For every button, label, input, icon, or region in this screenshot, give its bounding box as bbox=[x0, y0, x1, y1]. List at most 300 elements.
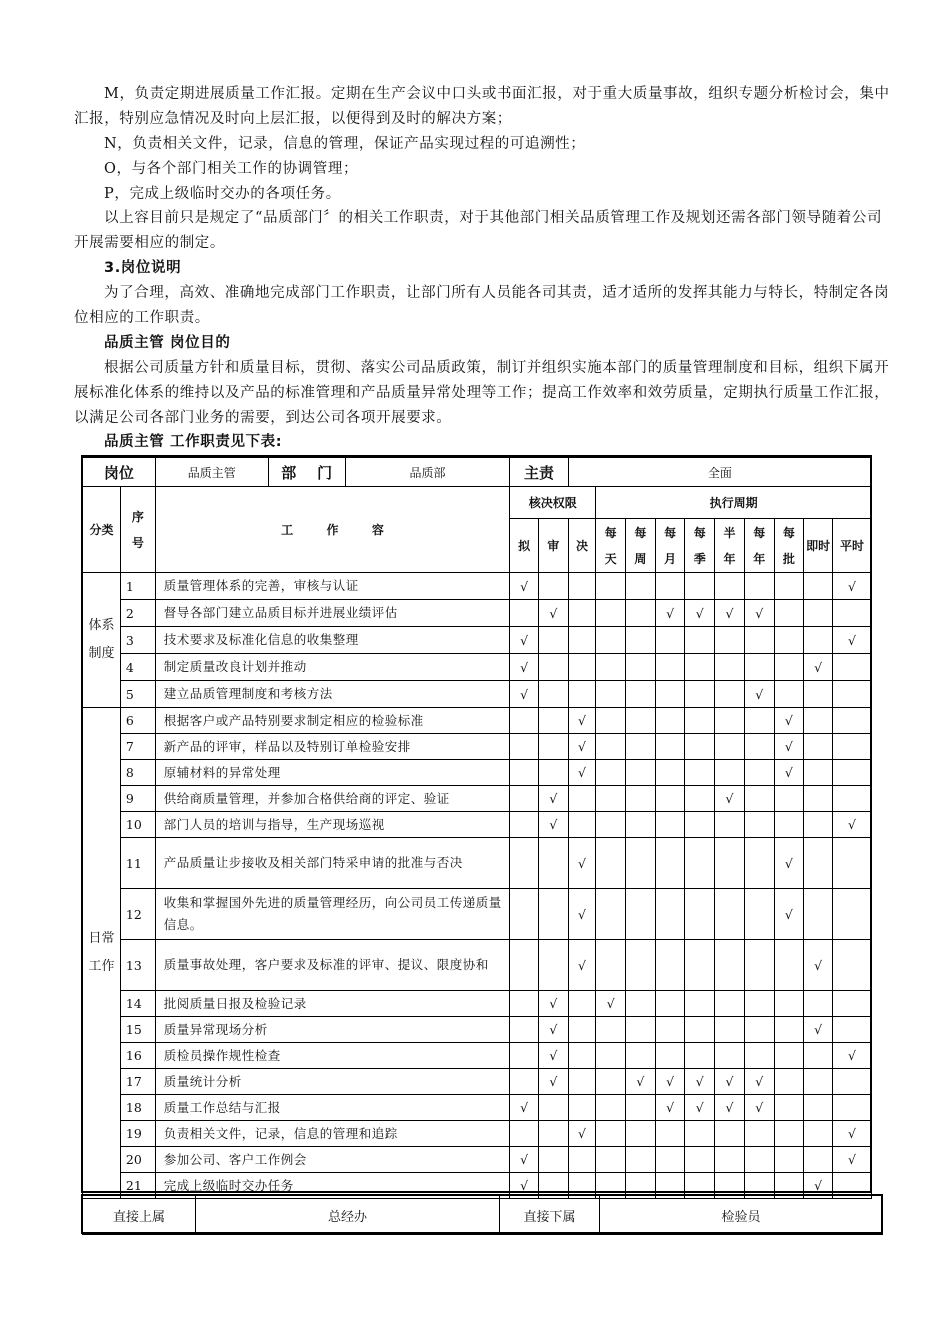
mark-cell bbox=[568, 734, 596, 760]
mark-cell bbox=[685, 1069, 715, 1095]
check-mark: √ bbox=[666, 605, 675, 621]
mark-cell bbox=[568, 786, 596, 812]
mark-cell bbox=[744, 627, 774, 654]
check-mark: √ bbox=[636, 1074, 645, 1089]
mark-cell bbox=[744, 812, 774, 838]
mark-cell bbox=[538, 1017, 568, 1043]
mark-cell bbox=[804, 838, 833, 889]
mark-cell bbox=[715, 734, 745, 760]
period-col-header: 每季 bbox=[685, 519, 715, 573]
mark-cell bbox=[538, 786, 568, 812]
check-mark: √ bbox=[725, 605, 734, 621]
mark-cell bbox=[804, 1017, 833, 1043]
mark-cell bbox=[744, 1017, 774, 1043]
mark-cell bbox=[568, 1069, 596, 1095]
mark-cell bbox=[596, 889, 626, 940]
table-row bbox=[83, 991, 872, 1017]
row-number: 20 bbox=[120, 1147, 155, 1173]
mark-cell bbox=[538, 760, 568, 786]
task-description: 质量统计分析 bbox=[155, 1069, 510, 1095]
mark-cell bbox=[832, 708, 871, 734]
mark-cell bbox=[510, 734, 539, 760]
check-mark: √ bbox=[725, 1100, 734, 1115]
mark-cell bbox=[685, 940, 715, 991]
mark-cell bbox=[568, 760, 596, 786]
mark-cell bbox=[804, 889, 833, 940]
mark-cell bbox=[832, 940, 871, 991]
dept-value: 品质部 bbox=[409, 465, 446, 480]
mark-cell bbox=[774, 573, 804, 600]
mark-cell bbox=[538, 1095, 568, 1121]
mark-cell bbox=[774, 991, 804, 1017]
mark-cell bbox=[715, 573, 745, 600]
check-mark: √ bbox=[695, 1100, 704, 1115]
check-mark: √ bbox=[814, 659, 823, 675]
mark-cell bbox=[626, 1017, 656, 1043]
period-col-header: 每批 bbox=[774, 519, 804, 573]
mark-cell bbox=[596, 760, 626, 786]
period-col-header: 即时 bbox=[804, 519, 833, 573]
mark-cell bbox=[804, 600, 833, 627]
mark-cell bbox=[685, 1095, 715, 1121]
mark-cell bbox=[568, 1147, 596, 1173]
mark-cell bbox=[510, 889, 539, 940]
mark-cell bbox=[685, 786, 715, 812]
row-number: 7 bbox=[120, 734, 155, 760]
mark-cell bbox=[715, 681, 745, 708]
mark-cell bbox=[568, 1121, 596, 1147]
mark-cell bbox=[655, 889, 685, 940]
mark-cell bbox=[774, 681, 804, 708]
mark-cell bbox=[774, 1043, 804, 1069]
mark-cell bbox=[568, 708, 596, 734]
mark-cell bbox=[568, 654, 596, 681]
check-mark: √ bbox=[606, 996, 615, 1011]
mark-cell bbox=[596, 940, 626, 991]
category-cell: 日常工作 bbox=[83, 708, 121, 1199]
mark-cell bbox=[655, 708, 685, 734]
mark-cell bbox=[744, 1069, 774, 1095]
row-number: 2 bbox=[120, 600, 155, 627]
check-mark: √ bbox=[847, 1048, 856, 1063]
task-description: 原辅材料的异常处理 bbox=[155, 760, 510, 786]
mark-cell bbox=[538, 812, 568, 838]
row-number: 10 bbox=[120, 812, 155, 838]
check-mark: √ bbox=[520, 578, 529, 594]
mark-cell bbox=[655, 681, 685, 708]
mark-cell bbox=[715, 627, 745, 654]
row-number: 12 bbox=[120, 889, 155, 940]
mark-cell bbox=[744, 760, 774, 786]
mark-cell bbox=[655, 940, 685, 991]
mark-cell bbox=[804, 1043, 833, 1069]
mark-cell bbox=[832, 734, 871, 760]
task-description: 质量管理体系的完善，审核与认证 bbox=[155, 573, 510, 600]
mark-cell bbox=[832, 654, 871, 681]
mark-cell bbox=[510, 786, 539, 812]
mark-cell bbox=[804, 812, 833, 838]
mark-cell bbox=[538, 681, 568, 708]
mark-cell bbox=[568, 889, 596, 940]
mark-cell bbox=[685, 681, 715, 708]
check-mark: √ bbox=[784, 765, 793, 780]
check-mark: √ bbox=[847, 578, 856, 594]
table-row bbox=[83, 1147, 872, 1173]
row-number: 8 bbox=[120, 760, 155, 786]
mark-cell bbox=[596, 1121, 626, 1147]
mark-cell bbox=[538, 940, 568, 991]
mark-cell bbox=[626, 812, 656, 838]
main-label: 主责 bbox=[510, 458, 568, 487]
mark-cell bbox=[596, 1095, 626, 1121]
mark-cell bbox=[774, 940, 804, 991]
task-description: 负责相关文件，记录，信息的管理和追踪 bbox=[155, 1121, 510, 1147]
table-row bbox=[83, 786, 872, 812]
paragraph-n: N，负责相关文件，记录，信息的管理，保证产品实现过程的可追溯性； bbox=[104, 136, 586, 152]
mark-cell bbox=[804, 786, 833, 812]
period-col-header: 每周 bbox=[626, 519, 656, 573]
check-mark: √ bbox=[520, 1100, 529, 1115]
mark-cell bbox=[626, 786, 656, 812]
mark-cell bbox=[832, 812, 871, 838]
mark-cell bbox=[804, 681, 833, 708]
check-mark: √ bbox=[695, 1074, 704, 1089]
mark-cell bbox=[832, 600, 871, 627]
table-row bbox=[83, 1043, 872, 1069]
mark-cell bbox=[715, 1043, 745, 1069]
row-number: 21 bbox=[120, 1173, 155, 1199]
row-number: 1 bbox=[120, 573, 155, 600]
mark-cell bbox=[655, 627, 685, 654]
mark-cell bbox=[685, 760, 715, 786]
row-number: 4 bbox=[120, 654, 155, 681]
check-mark: √ bbox=[847, 632, 856, 648]
mark-cell bbox=[510, 1121, 539, 1147]
table-row bbox=[83, 1095, 872, 1121]
mark-cell bbox=[685, 627, 715, 654]
mark-cell bbox=[774, 1147, 804, 1173]
mark-cell bbox=[510, 812, 539, 838]
mark-cell bbox=[596, 654, 626, 681]
purpose-body: 根据公司质量方针和质量目标，贯彻、落实公司品质政策，制订并组织实施本部门的质量管理制度和目标，组织下属开展标准化体系的维持以及产品的标准管理和产品质量异常处理等工作；提高工作效率和效劳质量，定期执行质量工作汇报，以满足公司各部门业务的需要，到达公司各项开展要求。 bbox=[74, 360, 890, 426]
mark-cell bbox=[832, 1017, 871, 1043]
check-mark: √ bbox=[784, 739, 793, 754]
mark-cell bbox=[510, 681, 539, 708]
mark-cell bbox=[626, 838, 656, 889]
mark-cell bbox=[832, 627, 871, 654]
mark-cell bbox=[715, 786, 745, 812]
mark-cell bbox=[655, 1147, 685, 1173]
mark-cell bbox=[626, 991, 656, 1017]
mark-cell bbox=[538, 1147, 568, 1173]
table-row bbox=[83, 812, 872, 838]
mark-cell bbox=[596, 812, 626, 838]
mark-cell bbox=[685, 734, 715, 760]
mark-cell bbox=[510, 1147, 539, 1173]
mark-cell bbox=[510, 573, 539, 600]
mark-cell bbox=[774, 654, 804, 681]
check-mark: √ bbox=[814, 957, 823, 973]
task-description: 批阅质量日报及检验记录 bbox=[155, 991, 510, 1017]
task-description: 质量工作总结与汇报 bbox=[155, 1095, 510, 1121]
content-header: 工 作 容 bbox=[155, 487, 510, 573]
table-row bbox=[83, 1121, 872, 1147]
mark-cell bbox=[538, 991, 568, 1017]
mark-cell bbox=[655, 573, 685, 600]
mark-cell bbox=[510, 654, 539, 681]
mark-cell bbox=[744, 786, 774, 812]
mark-cell bbox=[685, 654, 715, 681]
row-number: 13 bbox=[120, 940, 155, 991]
post-label: 岗位 bbox=[83, 458, 156, 487]
mark-cell bbox=[744, 1121, 774, 1147]
row-number: 9 bbox=[120, 786, 155, 812]
mark-cell bbox=[596, 600, 626, 627]
paragraph-p: P，完成上级临时交办的各项任务。 bbox=[104, 186, 341, 202]
mark-cell bbox=[538, 1043, 568, 1069]
mark-cell bbox=[685, 1043, 715, 1069]
mark-cell bbox=[715, 889, 745, 940]
mark-cell bbox=[655, 812, 685, 838]
mark-cell bbox=[804, 940, 833, 991]
mark-cell bbox=[715, 760, 745, 786]
mark-cell bbox=[685, 812, 715, 838]
mark-cell bbox=[774, 760, 804, 786]
auth-col-header: 拟 bbox=[510, 519, 539, 573]
check-mark: √ bbox=[520, 1178, 529, 1193]
mark-cell bbox=[626, 1069, 656, 1095]
table-row bbox=[83, 681, 872, 708]
check-mark: √ bbox=[784, 855, 793, 871]
mark-cell bbox=[744, 1095, 774, 1121]
category-header: 分类 bbox=[83, 487, 121, 573]
mark-cell bbox=[774, 627, 804, 654]
row-number: 15 bbox=[120, 1017, 155, 1043]
mark-cell bbox=[596, 1069, 626, 1095]
mark-cell bbox=[685, 991, 715, 1017]
mark-cell bbox=[626, 627, 656, 654]
mark-cell bbox=[744, 1043, 774, 1069]
check-mark: √ bbox=[847, 1126, 856, 1141]
row-number: 18 bbox=[120, 1095, 155, 1121]
mark-cell bbox=[832, 786, 871, 812]
check-mark: √ bbox=[520, 686, 529, 702]
table-row bbox=[83, 838, 872, 889]
mark-cell bbox=[774, 1121, 804, 1147]
mark-cell bbox=[596, 1147, 626, 1173]
mark-cell bbox=[568, 600, 596, 627]
mark-cell bbox=[596, 1043, 626, 1069]
check-mark: √ bbox=[549, 605, 558, 621]
mark-cell bbox=[655, 654, 685, 681]
footer-table bbox=[82, 1195, 883, 1235]
subordinate-value: 检验员 bbox=[600, 1196, 883, 1235]
mark-cell bbox=[774, 1069, 804, 1095]
mark-cell bbox=[804, 1069, 833, 1095]
mark-cell bbox=[538, 573, 568, 600]
mark-cell bbox=[538, 708, 568, 734]
mark-cell bbox=[655, 786, 685, 812]
mark-cell bbox=[626, 1121, 656, 1147]
mark-cell bbox=[626, 1095, 656, 1121]
row-number: 3 bbox=[120, 627, 155, 654]
task-description: 质量事故处理，客户要求及标准的评审、提议、限度协和 bbox=[155, 940, 510, 991]
table-row bbox=[83, 573, 872, 600]
check-mark: √ bbox=[666, 1100, 675, 1115]
check-mark: √ bbox=[549, 1074, 558, 1089]
mark-cell bbox=[655, 991, 685, 1017]
mark-cell bbox=[804, 760, 833, 786]
mark-cell bbox=[626, 1147, 656, 1173]
row-number: 17 bbox=[120, 1069, 155, 1095]
mark-cell bbox=[596, 627, 626, 654]
table-row bbox=[83, 600, 872, 627]
mark-cell bbox=[626, 708, 656, 734]
mark-cell bbox=[538, 734, 568, 760]
task-description: 质量异常现场分析 bbox=[155, 1017, 510, 1043]
mark-cell bbox=[774, 708, 804, 734]
mark-cell bbox=[832, 681, 871, 708]
mark-cell bbox=[510, 991, 539, 1017]
mark-cell bbox=[568, 573, 596, 600]
mark-cell bbox=[510, 1017, 539, 1043]
mark-cell bbox=[510, 1069, 539, 1095]
mark-cell bbox=[568, 681, 596, 708]
task-description: 部门人员的培训与指导，生产现场巡视 bbox=[155, 812, 510, 838]
mark-cell bbox=[715, 1121, 745, 1147]
section-3-title: 3.岗位说明 bbox=[104, 260, 182, 276]
mark-cell bbox=[804, 708, 833, 734]
subordinate-label: 直接下属 bbox=[500, 1196, 600, 1235]
task-description: 收集和掌握国外先进的质量管理经历，向公司员工传递质量信息。 bbox=[155, 889, 510, 940]
check-mark: √ bbox=[847, 817, 856, 832]
check-mark: √ bbox=[695, 605, 704, 621]
mark-cell bbox=[510, 600, 539, 627]
mark-cell bbox=[655, 734, 685, 760]
check-mark: √ bbox=[578, 739, 586, 754]
mark-cell bbox=[655, 600, 685, 627]
check-mark: √ bbox=[578, 713, 586, 728]
check-mark: √ bbox=[666, 1074, 675, 1089]
period-col-header: 平时 bbox=[832, 519, 871, 573]
check-mark: √ bbox=[549, 817, 558, 832]
post-value: 品质主管 bbox=[156, 458, 269, 486]
check-mark: √ bbox=[520, 1152, 529, 1167]
row-number: 5 bbox=[120, 681, 155, 708]
period-col-header: 半年 bbox=[715, 519, 745, 573]
mark-cell bbox=[804, 1121, 833, 1147]
check-mark: √ bbox=[755, 1100, 764, 1115]
mark-cell bbox=[832, 760, 871, 786]
auth-col-header: 决 bbox=[568, 519, 596, 573]
check-mark: √ bbox=[520, 632, 529, 648]
mark-cell bbox=[685, 1017, 715, 1043]
check-mark: √ bbox=[725, 1074, 734, 1089]
check-mark: √ bbox=[578, 855, 586, 871]
table-row bbox=[83, 734, 872, 760]
mark-cell bbox=[685, 1147, 715, 1173]
task-description: 完成上级临时交办任务 bbox=[155, 1173, 510, 1199]
mark-cell bbox=[596, 991, 626, 1017]
mark-cell bbox=[774, 889, 804, 940]
mark-cell bbox=[538, 654, 568, 681]
period-col-header: 每天 bbox=[596, 519, 626, 573]
check-mark: √ bbox=[755, 1074, 764, 1089]
mark-cell bbox=[804, 1147, 833, 1173]
mark-cell bbox=[774, 1095, 804, 1121]
table-caption: 品质主管 工作职责见下表: bbox=[104, 434, 283, 450]
mark-cell bbox=[538, 627, 568, 654]
check-mark: √ bbox=[847, 1152, 856, 1167]
mark-cell bbox=[832, 1121, 871, 1147]
mark-cell bbox=[596, 681, 626, 708]
mark-cell bbox=[685, 600, 715, 627]
mark-cell bbox=[715, 1095, 745, 1121]
table-row bbox=[83, 889, 872, 940]
mark-cell bbox=[744, 600, 774, 627]
dept-label: 部 门 bbox=[269, 458, 346, 486]
mark-cell bbox=[685, 708, 715, 734]
mark-cell bbox=[804, 573, 833, 600]
mark-cell bbox=[715, 600, 745, 627]
mark-cell bbox=[774, 1017, 804, 1043]
mark-cell bbox=[715, 1147, 745, 1173]
task-description: 新产品的评审，样品以及特别订单检验安排 bbox=[155, 734, 510, 760]
mark-cell bbox=[774, 734, 804, 760]
mark-cell bbox=[568, 627, 596, 654]
mark-cell bbox=[568, 940, 596, 991]
task-description: 质检员操作规性检查 bbox=[155, 1043, 510, 1069]
mark-cell bbox=[715, 1017, 745, 1043]
check-mark: √ bbox=[549, 791, 558, 806]
check-mark: √ bbox=[784, 713, 793, 728]
mark-cell bbox=[744, 889, 774, 940]
authority-header: 核决权限 bbox=[510, 487, 596, 519]
mark-cell bbox=[804, 1095, 833, 1121]
mark-cell bbox=[626, 760, 656, 786]
mark-cell bbox=[774, 812, 804, 838]
task-description: 建立品质管理制度和考核方法 bbox=[155, 681, 510, 708]
mark-cell bbox=[655, 1121, 685, 1147]
row-number: 19 bbox=[120, 1121, 155, 1147]
mark-cell bbox=[744, 838, 774, 889]
check-mark: √ bbox=[549, 1048, 558, 1063]
check-mark: √ bbox=[755, 686, 764, 702]
mark-cell bbox=[626, 681, 656, 708]
mark-cell bbox=[568, 1043, 596, 1069]
table-row bbox=[83, 1069, 872, 1095]
mark-cell bbox=[744, 940, 774, 991]
mark-cell bbox=[568, 1095, 596, 1121]
mark-cell bbox=[596, 573, 626, 600]
superior-label: 直接上属 bbox=[83, 1196, 196, 1235]
mark-cell bbox=[626, 1043, 656, 1069]
check-mark: √ bbox=[814, 1178, 823, 1193]
mark-cell bbox=[744, 991, 774, 1017]
task-description: 产品质量让步接收及相关部门特采申请的批准与否决 bbox=[155, 838, 510, 889]
check-mark: √ bbox=[755, 605, 764, 621]
mark-cell bbox=[744, 1147, 774, 1173]
mark-cell bbox=[510, 627, 539, 654]
mark-cell bbox=[832, 573, 871, 600]
check-mark: √ bbox=[578, 1126, 586, 1141]
mark-cell bbox=[685, 1121, 715, 1147]
mark-cell bbox=[655, 1069, 685, 1095]
mark-cell bbox=[510, 1043, 539, 1069]
mark-cell bbox=[655, 760, 685, 786]
task-description: 供给商质量管理，并参加合格供给商的评定、验证 bbox=[155, 786, 510, 812]
period-col-header: 每月 bbox=[655, 519, 685, 573]
